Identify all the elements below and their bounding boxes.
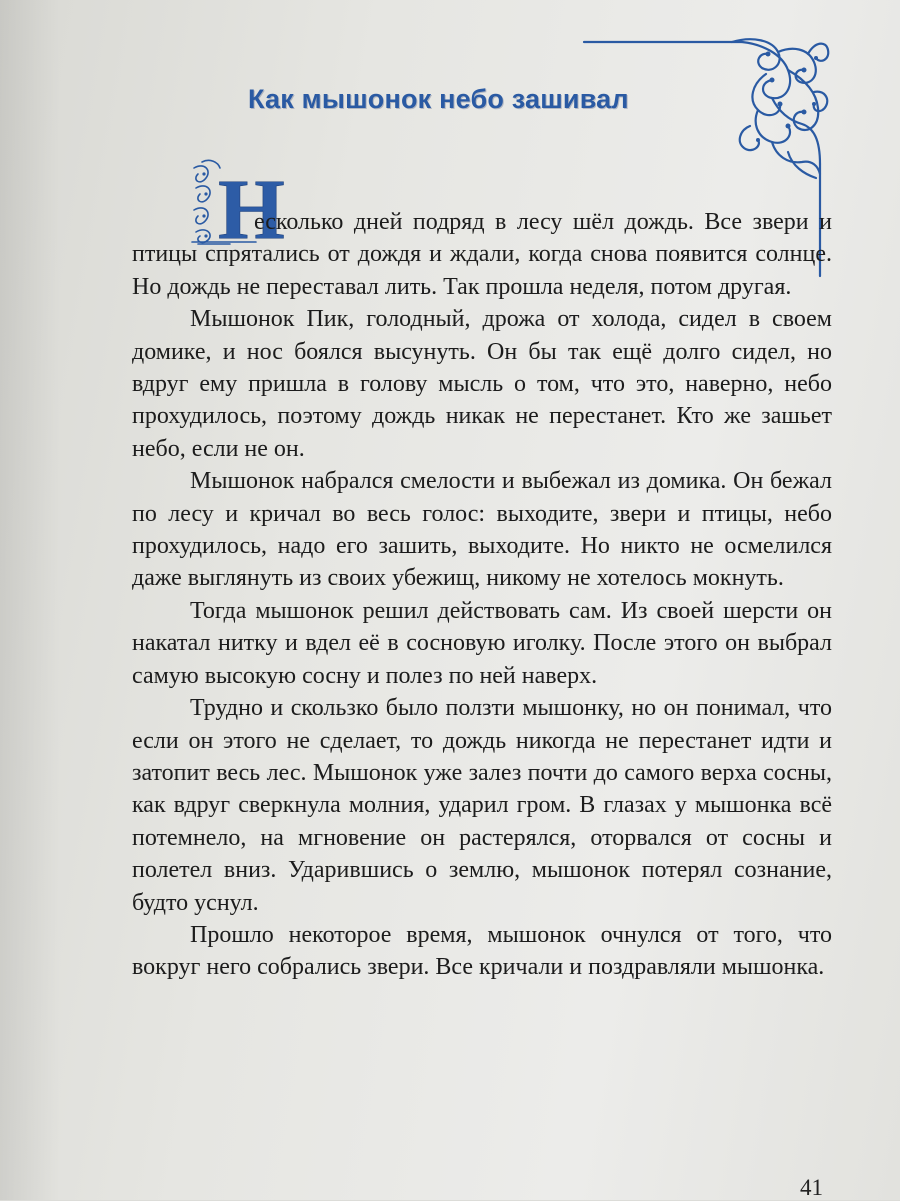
paragraph-1 [132, 206, 832, 303]
paragraph-1-text: есколько дней подряд в лесу шёл дождь. Все звери и птицы спрятались от дождя и ждали, когда снова появится солнце. Но дождь не переставал лить. Так прошла неделя, потом другая. [132, 209, 832, 300]
page-title: Как мышонок небо зашивал [248, 84, 629, 114]
paragraph-4: Тогда мышонок решил действовать сам. Из своей шерсти он накатал нитку и вдел её в сосновую иголку. После этого он выбрал самую высокую сосну и полез по ней наверх. [132, 597, 832, 689]
paragraph-2: Мышонок Пик, голодный, дрожа от холода, сидел в своем домике, и нос боялся высунуть. Он бы так ещё долго сидел, но вдруг ему пришла в голову мысль о том, что это, наверно, небо прохудилось, поэтому дождь никак не перестанет. Кто же зашьет небо, если не он. [132, 306, 832, 462]
story-text [132, 206, 832, 984]
drop-cap-letter: Н [218, 161, 285, 257]
paragraph-6: Прошло некоторое время, мышонок очнулся от того, что вокруг него собрались звери. Все кричали и поздравляли мышонка. [132, 921, 832, 981]
paragraph-5: Трудно и скользко было ползти мышонку, но он понимал, что если он этого не сделает, то дождь никогда не перестанет идти и затопит весь лес. Мышонок уже залез почти до самого верха сосны, как вдруг сверкнула молния, ударил гром. В глазах у мышонка всё потемнело, на мгновение он растерялся, оторвался от сосны и полетел вниз. Ударившись о землю, мышонок потерял сознание, будто уснул. [132, 695, 832, 916]
page-shadow [0, 0, 60, 1200]
page-number: 41 [800, 1175, 823, 1200]
paragraph-3: Мышонок набрался смелости и выбежал из домика. Он бежал по лесу и кричал во весь голос: выходите, звери и птицы, небо прохудилось, надо его зашить, выходите. Но никто не осмелился даже выглянуть из своих убежищ, никому не хотелось мокнуть. [132, 468, 832, 592]
